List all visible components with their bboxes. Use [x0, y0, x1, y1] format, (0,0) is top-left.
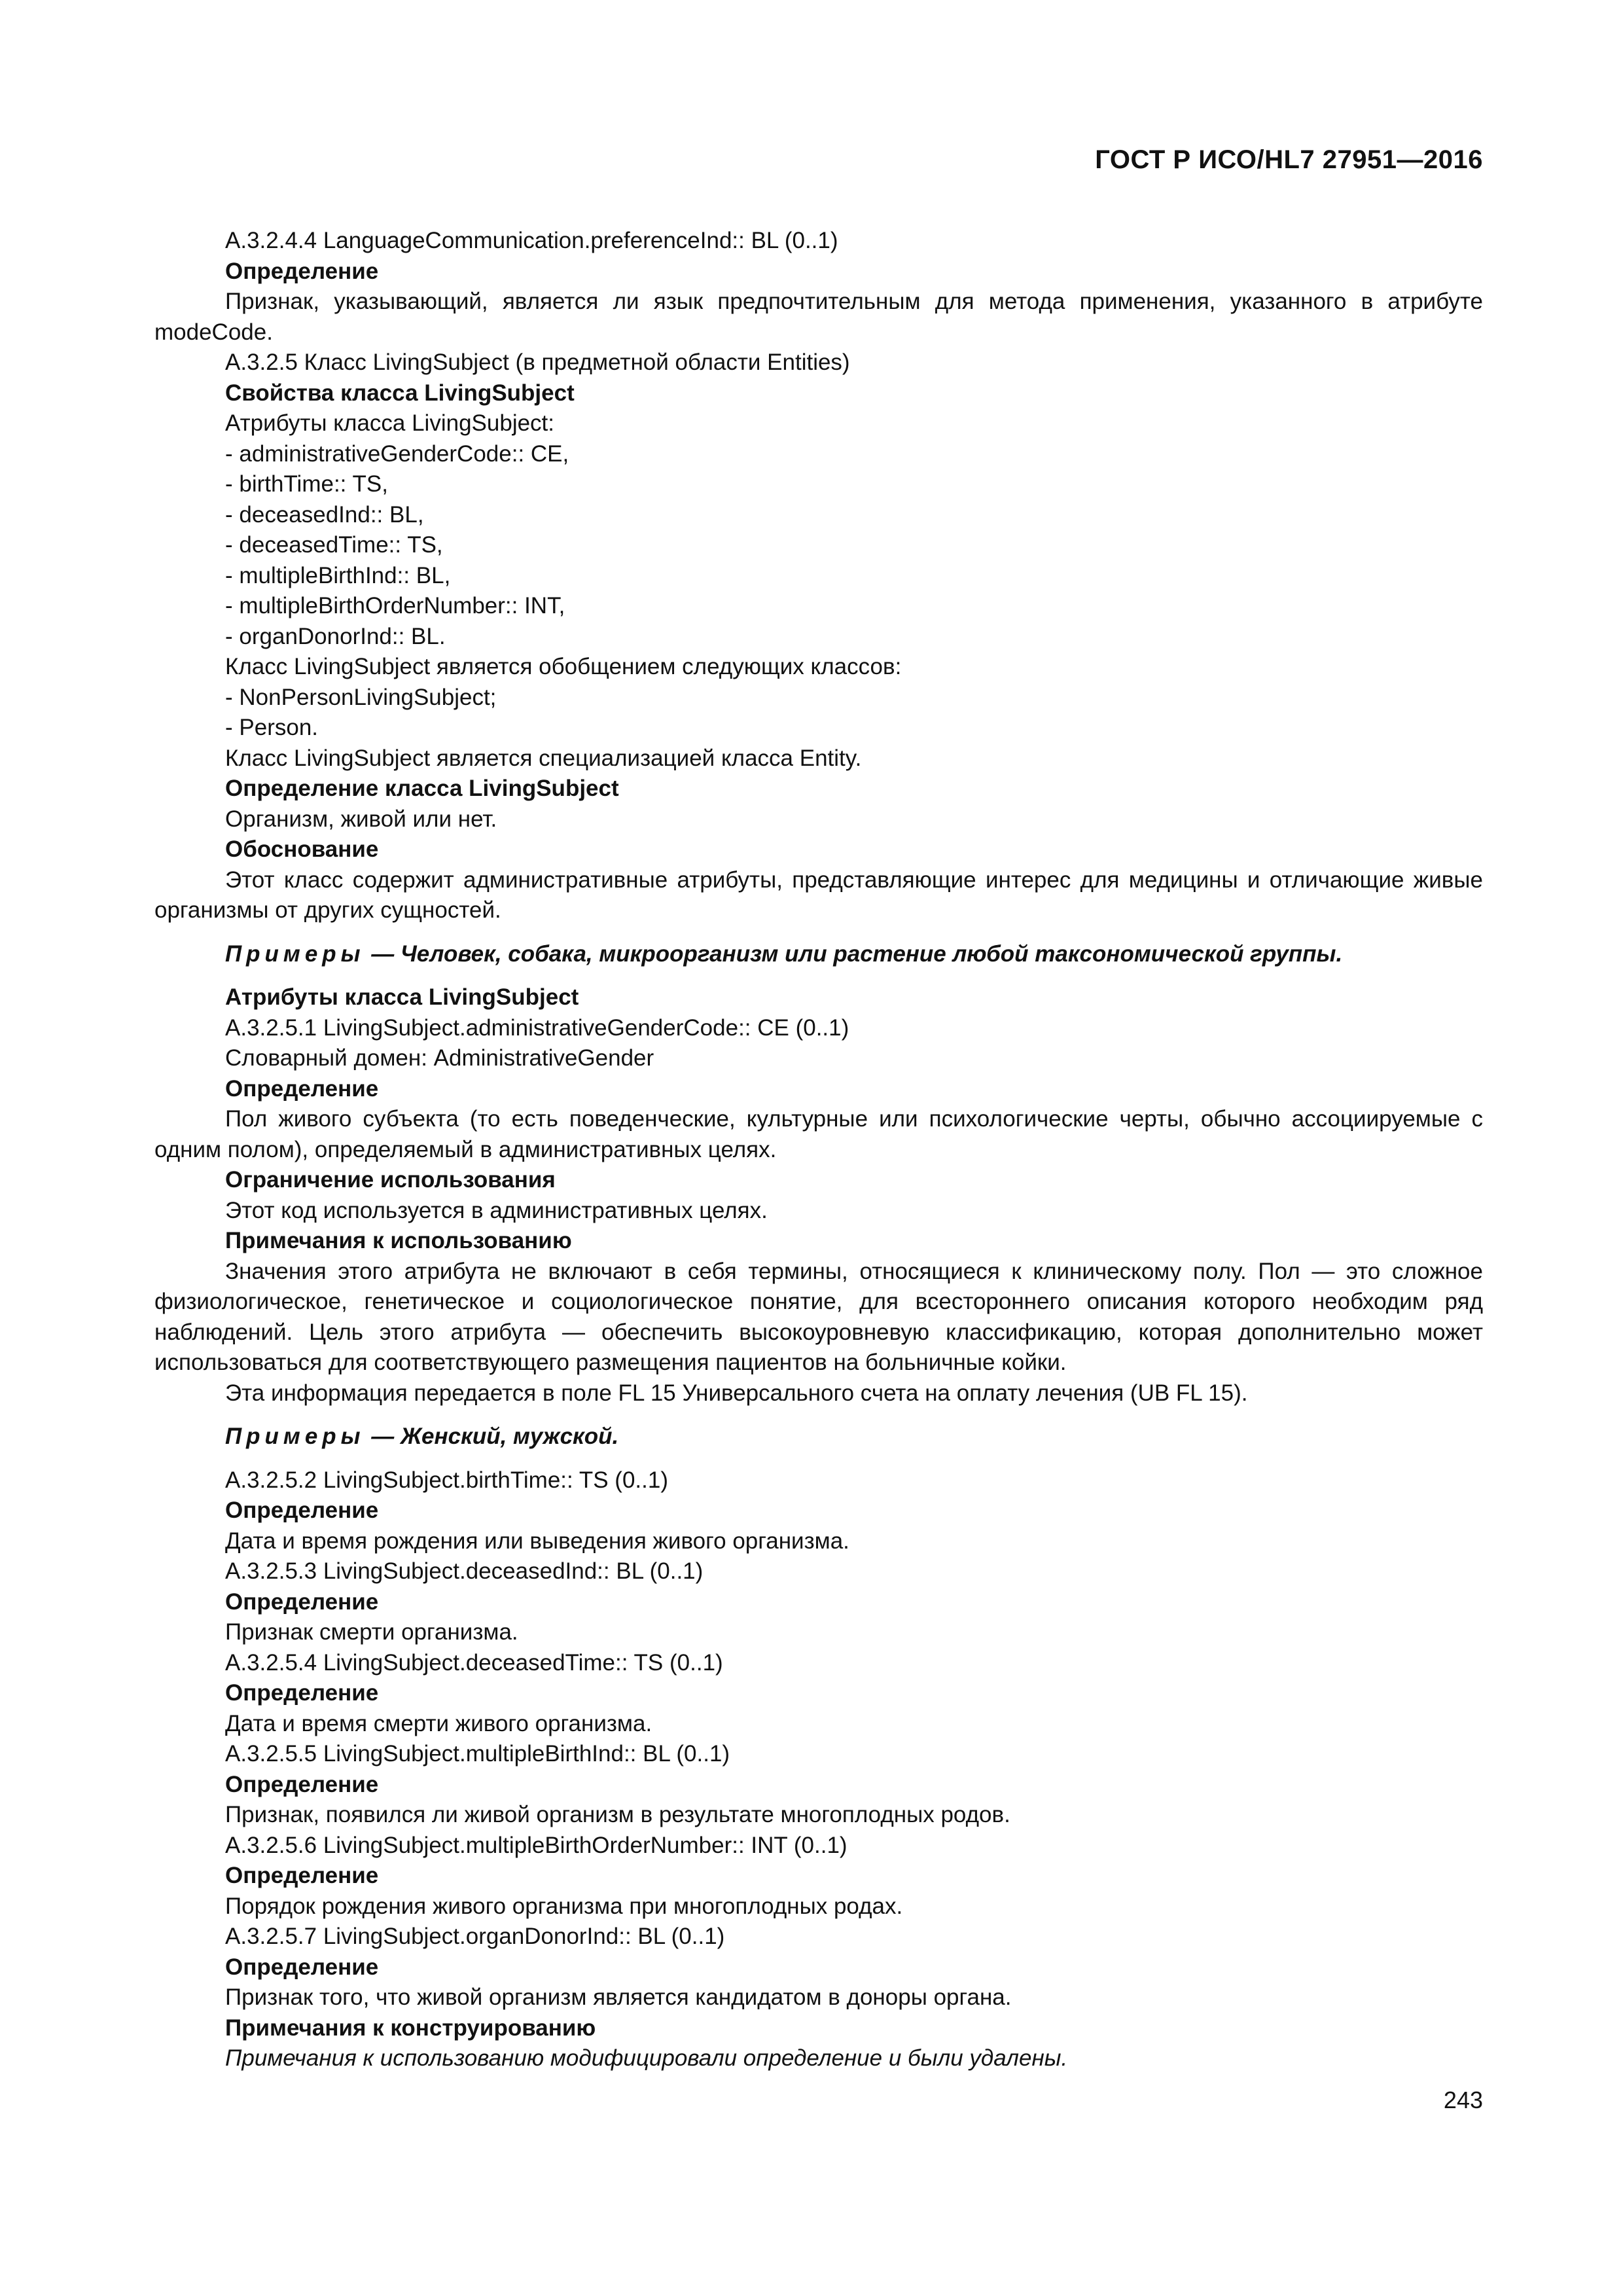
- section-heading: A.3.2.5.5 LivingSubject.multipleBirthInd:: BL (0..1): [225, 1741, 730, 1767]
- subheading: Определение: [225, 1588, 379, 1615]
- paragraph: Атрибуты класса LivingSubject:: [225, 410, 555, 436]
- example-text: — Человек, собака, микроорганизм или растение любой таксономической группы.: [365, 941, 1343, 967]
- paragraph: Этот класс содержит административные атрибуты, представляющие интерес для медицины и отличающие живые организмы от других сущностей.: [154, 867, 1483, 923]
- subheading: Определение: [225, 1954, 379, 1980]
- list-item: - deceasedTime:: TS,: [154, 530, 1483, 561]
- list-item: - organDonorInd:: BL.: [154, 622, 1483, 653]
- example-label: Примеры: [225, 1424, 365, 1449]
- subheading: Определение класса LivingSubject: [225, 776, 619, 801]
- list-item: - multipleBirthOrderNumber:: INT,: [154, 591, 1483, 622]
- document-body: [154, 226, 1483, 2074]
- paragraph: Порядок рождения живого организма при многоплодных родах.: [225, 1893, 903, 1919]
- paragraph: Этот код используется в административных целях.: [225, 1197, 768, 1223]
- page-number: 243: [1443, 2087, 1483, 2113]
- section-heading: A.3.2.5.3 LivingSubject.deceasedInd:: BL (0..1): [225, 1558, 704, 1584]
- subheading: Определение: [225, 1498, 379, 1523]
- section-heading: A.3.2.5.6 LivingSubject.multipleBirthOrderNumber:: INT (0..1): [225, 1832, 847, 1858]
- paragraph: Эта информация передается в поле FL 15 Универсального счета на оплату лечения (UB FL 15).: [225, 1380, 1248, 1406]
- paragraph: Класс LivingSubject является обобщением следующих классов:: [225, 654, 902, 679]
- list-item: - multipleBirthInd:: BL,: [154, 561, 1483, 592]
- list-item: - deceasedInd:: BL,: [154, 500, 1483, 531]
- example-note: [154, 939, 1483, 970]
- section-heading: A.3.2.5.2 LivingSubject.birthTime:: TS (0..1): [225, 1467, 668, 1493]
- paragraph: Признак, указывающий, является ли язык предпочтительным для метода применения, указанного в атрибуте modeCode.: [154, 289, 1483, 345]
- subheading: Свойства класса LivingSubject: [225, 380, 575, 406]
- section-heading: A.3.2.5.4 LivingSubject.deceasedTime:: TS (0..1): [225, 1649, 723, 1676]
- section-heading: A.3.2.5 Класс LivingSubject (в предметной области Entities): [225, 350, 850, 375]
- section-heading: A.3.2.5.7 LivingSubject.organDonorInd:: BL (0..1): [225, 1924, 725, 1949]
- paragraph: Дата и время смерти живого организма.: [225, 1710, 652, 1736]
- document-standard-header: ГОСТ Р ИСО/HL7 27951—2016: [1095, 145, 1483, 174]
- subheading: Примечания к конструированию: [225, 2015, 596, 2041]
- list-item: - NonPersonLivingSubject;: [154, 683, 1483, 713]
- example-note: [154, 1422, 1483, 1452]
- paragraph: Примечания к использованию модифицировали определение и были удалены.: [225, 2045, 1068, 2071]
- subheading: Атрибуты класса LivingSubject: [225, 984, 579, 1010]
- list-item: - Person.: [154, 713, 1483, 744]
- paragraph: Дата и время рождения или выведения живого организма.: [225, 1528, 849, 1554]
- list-item: - birthTime:: TS,: [154, 469, 1483, 500]
- paragraph: Организм, живой или нет.: [225, 806, 497, 832]
- example-text: — Женский, мужской.: [365, 1424, 619, 1449]
- paragraph: Признак смерти организма.: [225, 1619, 518, 1645]
- paragraph: Признак того, что живой организм является кандидатом в доноры органа.: [225, 1984, 1012, 2010]
- section-heading: A.3.2.5.1 LivingSubject.administrativeGenderCode:: CE (0..1): [225, 1014, 849, 1041]
- subheading: Ограничение использования: [225, 1167, 556, 1193]
- paragraph: Класс LivingSubject является специализацией класса Entity.: [225, 745, 862, 771]
- paragraph: Значения этого атрибута не включают в себя термины, относящиеся к клиническому полу. Пол — это сложное физиологическое, генетическое и социологическое понятие, для всестороннего описания которого необходим ряд наблюдений. Цель этого атрибута — обеспечить высокоуровневую классификацию, которая дополнительно может использоваться для соответствующего размещения пациентов на больничные койки.: [154, 1258, 1483, 1375]
- paragraph: Словарный домен: AdministrativeGender: [225, 1045, 654, 1071]
- subheading: Определение: [225, 1680, 379, 1706]
- subheading: Определение: [225, 258, 379, 284]
- example-label: Примеры: [225, 941, 365, 967]
- subheading: Определение: [225, 1863, 379, 1888]
- paragraph: Признак, появился ли живой организм в результате многоплодных родов.: [225, 1802, 1010, 1827]
- list-item: - administrativeGenderCode:: CE,: [154, 439, 1483, 470]
- subheading: Обоснование: [225, 836, 379, 862]
- subheading: Определение: [225, 1075, 379, 1102]
- subheading: Определение: [225, 1771, 379, 1797]
- subheading: Примечания к использованию: [225, 1228, 572, 1253]
- section-heading: A.3.2.4.4 LanguageCommunication.preferenceInd:: BL (0..1): [225, 228, 838, 253]
- paragraph: Пол живого субъекта (то есть поведенческие, культурные или психологические черты, обычно ассоциируемые с одним полом), определяемый в административных целях.: [154, 1106, 1483, 1162]
